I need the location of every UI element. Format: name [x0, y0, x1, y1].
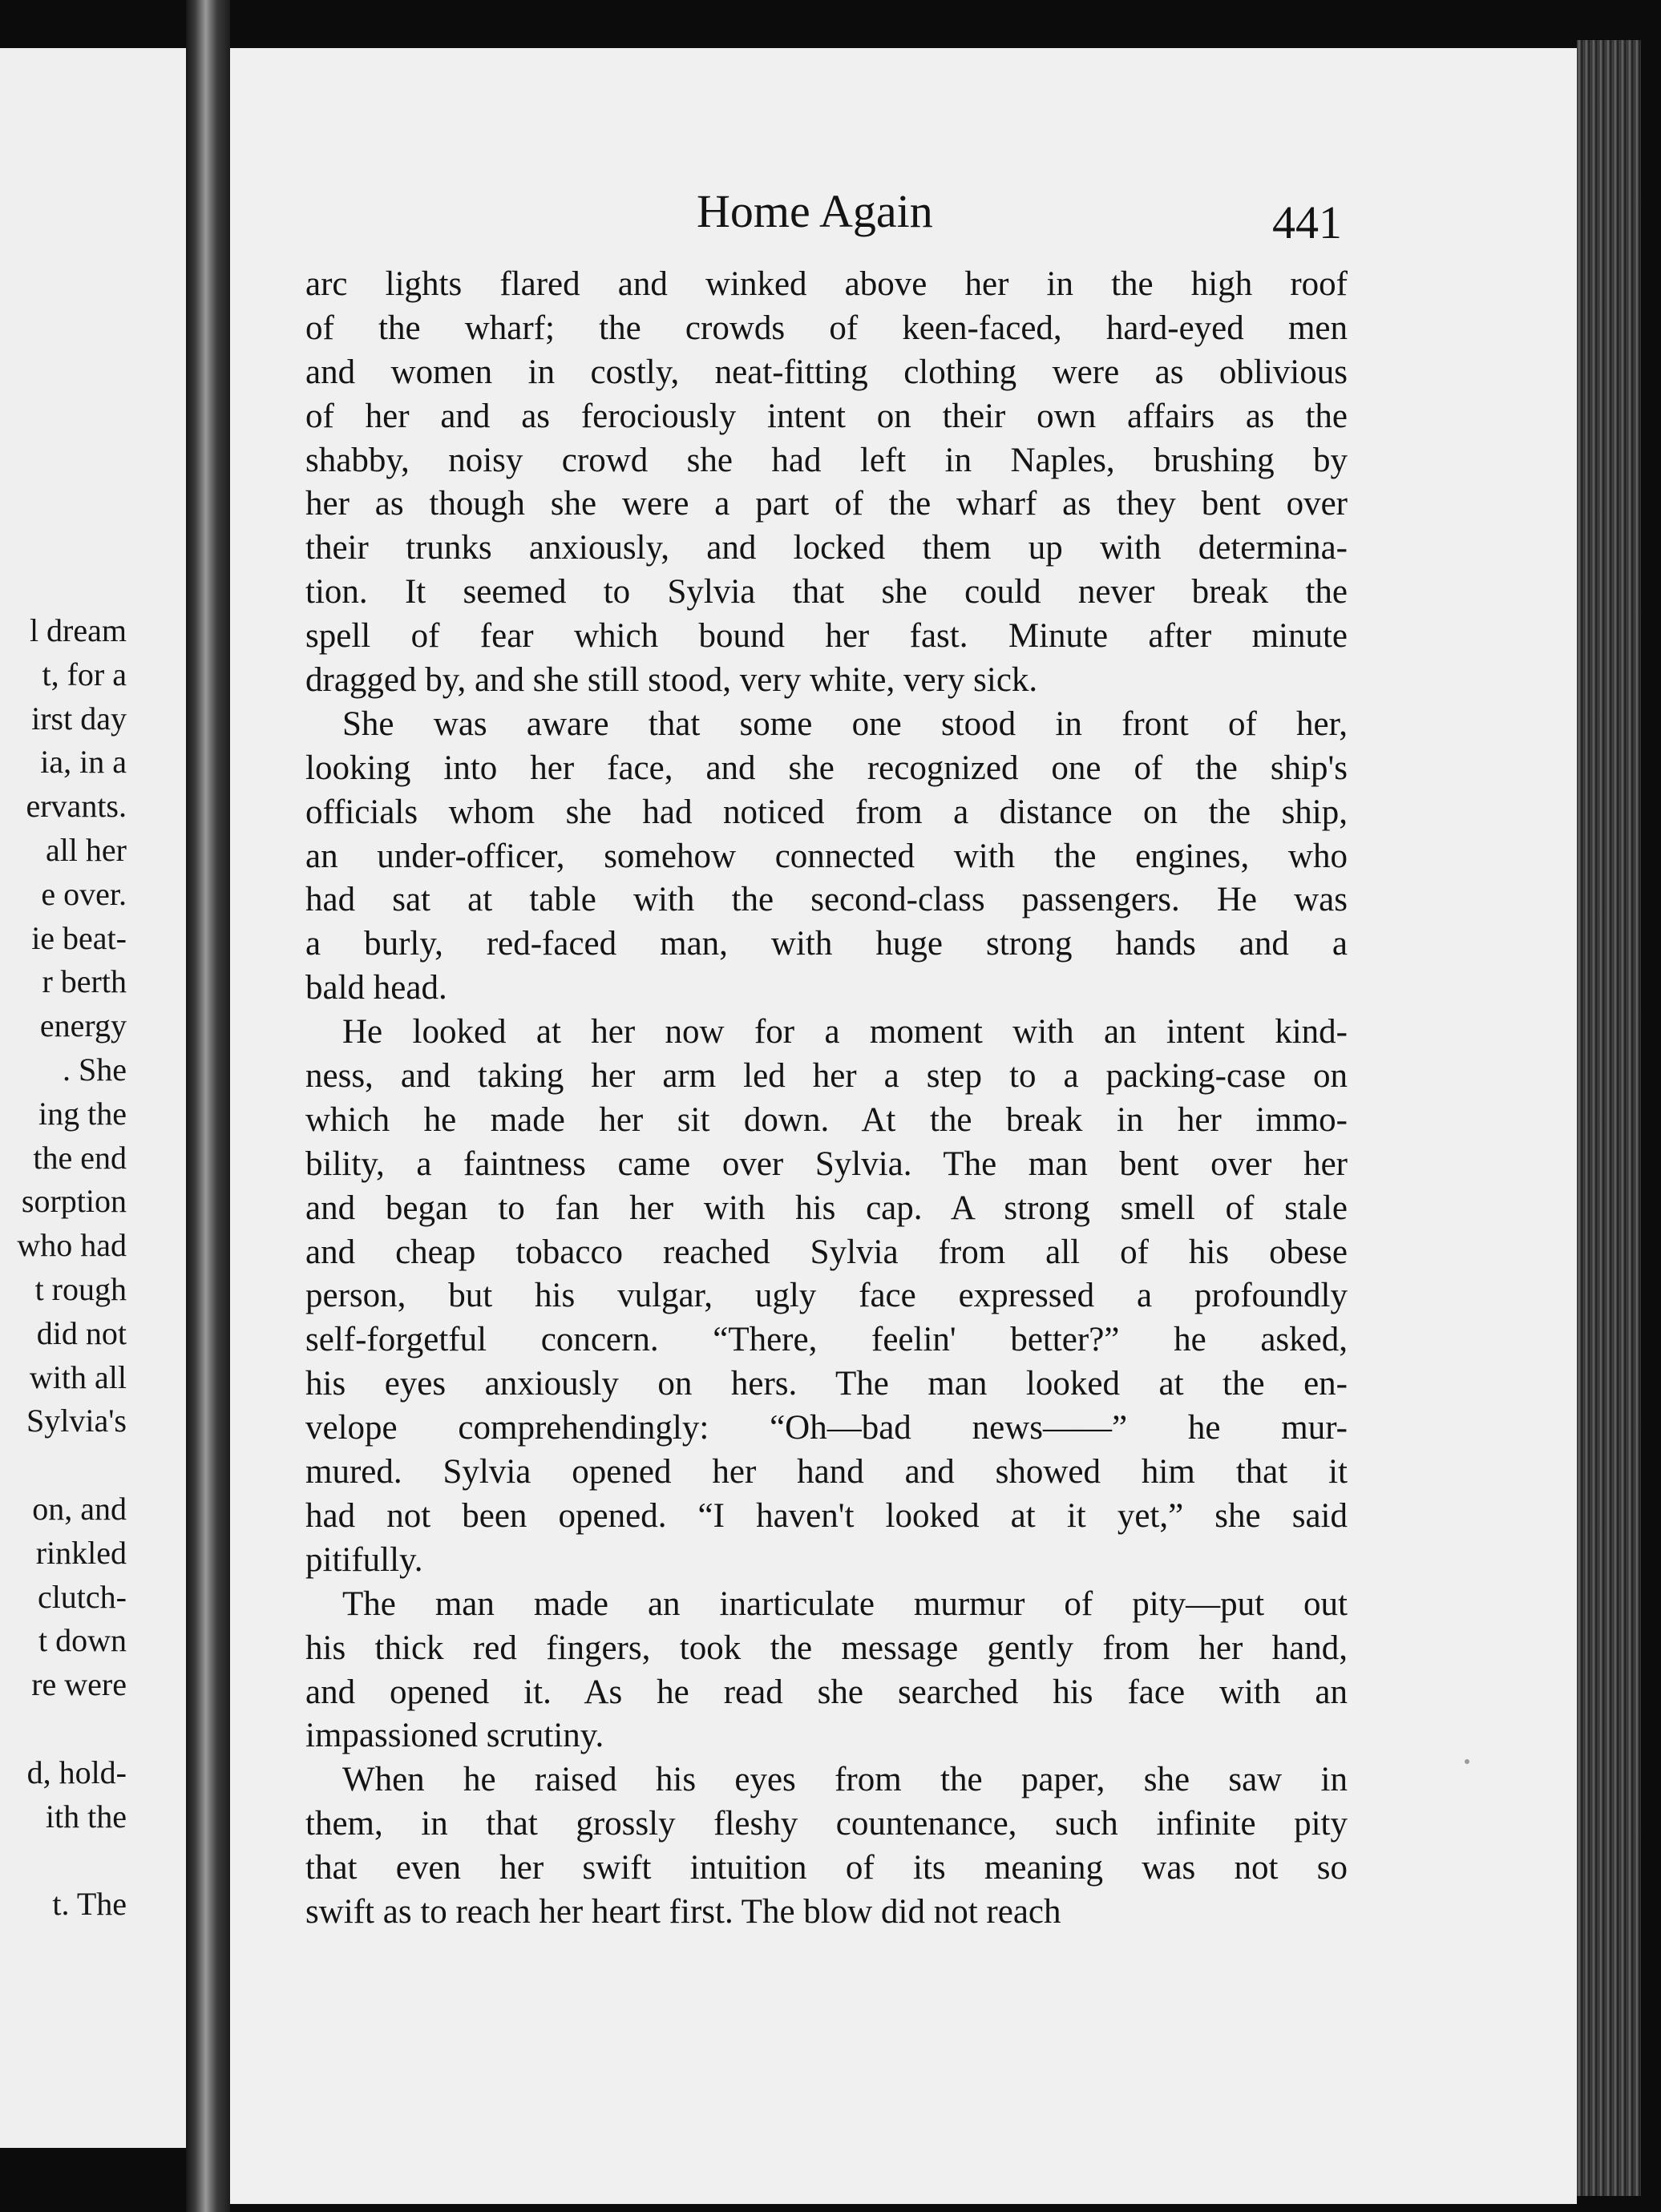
text-line: and began to fan her with his cap. A strong smell of stale [305, 1189, 1348, 1227]
left-page-line: irst day [31, 700, 127, 737]
paragraph [305, 1758, 1348, 1935]
text-line: had not been opened. “I haven't looked at it yet,” she said [305, 1496, 1348, 1535]
text-line: his thick red fingers, took the message gently from her hand, [305, 1629, 1348, 1667]
left-page-text [0, 609, 127, 1927]
left-page-line: t, for a [42, 656, 127, 692]
text-line: them, in that grossly fleshy countenance, such infinite pity [305, 1805, 1348, 1843]
text-line: their trunks anxiously, and locked them up with determina- [305, 529, 1348, 567]
text-line: looking into her face, and she recognized one of the ship's [305, 749, 1348, 787]
left-page-line [0, 1443, 127, 1487]
left-page-line: e over. [41, 875, 127, 912]
text-line: She was aware that some one stood in front of her, [342, 704, 1348, 743]
text-line: and opened it. As he read she searched his face with an [305, 1673, 1348, 1711]
left-page-line: with all [29, 1358, 127, 1395]
running-head-title: Home Again [697, 185, 933, 237]
left-page-line: ing the [38, 1095, 127, 1132]
text-line: When he raised his eyes from the paper, she saw in [342, 1761, 1348, 1799]
book-gutter [186, 0, 230, 2212]
left-page-line: l dream [29, 612, 127, 648]
left-page-line: energy [39, 1007, 127, 1044]
text-line: that even her swift intuition of its meaning was not so [305, 1849, 1348, 1887]
text-line: tion. It seemed to Sylvia that she could never break the [305, 573, 1348, 612]
text-line: and women in costly, neat-fitting clothing were as oblivious [305, 353, 1348, 391]
text-line: officials whom she had noticed from a distance on the ship, [305, 793, 1348, 831]
left-page-line: ia, in a [40, 744, 127, 781]
text-line: dragged by, and she still stood, very white, very sick. [305, 661, 1038, 700]
left-page-line: did not [36, 1314, 127, 1351]
text-line: arc lights flared and winked above her in the high roof [305, 265, 1348, 303]
left-page-line: d, hold- [26, 1754, 127, 1790]
paragraph [305, 703, 1348, 1011]
paragraph [305, 1011, 1348, 1583]
paragraph [305, 1583, 1348, 1759]
text-line: pitifully. [305, 1540, 423, 1579]
left-page-line: r berth [42, 963, 127, 1000]
left-page-line [0, 1839, 127, 1883]
left-page-line: t rough [34, 1270, 127, 1307]
left-page-line: . She [63, 1051, 127, 1088]
left-page-line: who had [17, 1227, 127, 1264]
page-smudge [1465, 1759, 1469, 1764]
left-page-line: ervants. [26, 788, 127, 825]
text-line: which he made her sit down. At the break in her immo- [305, 1100, 1348, 1139]
text-line: mured. Sylvia opened her hand and showed him that it [305, 1453, 1348, 1491]
left-page-line: ie beat- [31, 919, 127, 956]
right-page [230, 48, 1577, 2204]
left-page-line: on, and [32, 1490, 127, 1527]
left-page [0, 48, 186, 2148]
text-line: a burly, red-faced man, with huge strong hands and a [305, 925, 1348, 963]
left-page-line: ith the [45, 1798, 127, 1835]
text-line: The man made an inarticulate murmur of pity—put out [342, 1584, 1348, 1623]
left-page-line: Sylvia's [26, 1403, 127, 1439]
left-page-line: t down [38, 1622, 127, 1659]
text-line: velope comprehendingly: “Oh—bad news——” he mur- [305, 1409, 1348, 1447]
text-line: of the wharf; the crowds of keen-faced, hard-eyed men [305, 309, 1348, 347]
text-line: bility, a faintness came over Sylvia. The man bent over her [305, 1144, 1348, 1183]
text-line: swift as to reach her heart first. The blow did not reach [305, 1892, 1061, 1931]
left-page-line: re were [31, 1666, 127, 1703]
text-line: her as though she were a part of the wharf as they bent over [305, 485, 1348, 523]
left-page-line: sorption [21, 1183, 127, 1220]
text-line: ness, and taking her arm led her a step to a packing-case on [305, 1057, 1348, 1096]
text-line: person, but his vulgar, ugly face expressed a profoundly [305, 1277, 1348, 1315]
left-page-line [0, 1707, 127, 1751]
left-page-line: rinkled [35, 1534, 127, 1571]
body-text [305, 263, 1348, 1935]
left-page-line: the end [33, 1139, 127, 1176]
text-line: spell of fear which bound her fast. Minute after minute [305, 617, 1348, 656]
text-line: self-forgetful concern. “There, feelin' better?” he asked, [305, 1321, 1348, 1359]
text-line: He looked at her now for a moment with an intent kind- [342, 1013, 1348, 1052]
left-page-line: clutch- [37, 1578, 127, 1615]
text-line: his eyes anxiously on hers. The man looked at the en- [305, 1365, 1348, 1403]
text-line: impassioned scrutiny. [305, 1717, 604, 1755]
text-line: an under-officer, somehow connected with the engines, who [305, 837, 1348, 875]
left-page-line: all her [45, 831, 127, 868]
text-line: had sat at table with the second-class passengers. He was [305, 881, 1348, 919]
text-line: of her and as ferociously intent on their own affairs as the [305, 397, 1348, 435]
page-edge [1577, 40, 1641, 2196]
paragraph [305, 263, 1348, 703]
text-line: bald head. [305, 969, 447, 1007]
text-line: shabby, noisy crowd she had left in Naples, brushing by [305, 441, 1348, 479]
text-line: and cheap tobacco reached Sylvia from all of his obese [305, 1233, 1348, 1271]
left-page-line: t. The [52, 1886, 127, 1923]
page-number: 441 [1272, 196, 1342, 248]
